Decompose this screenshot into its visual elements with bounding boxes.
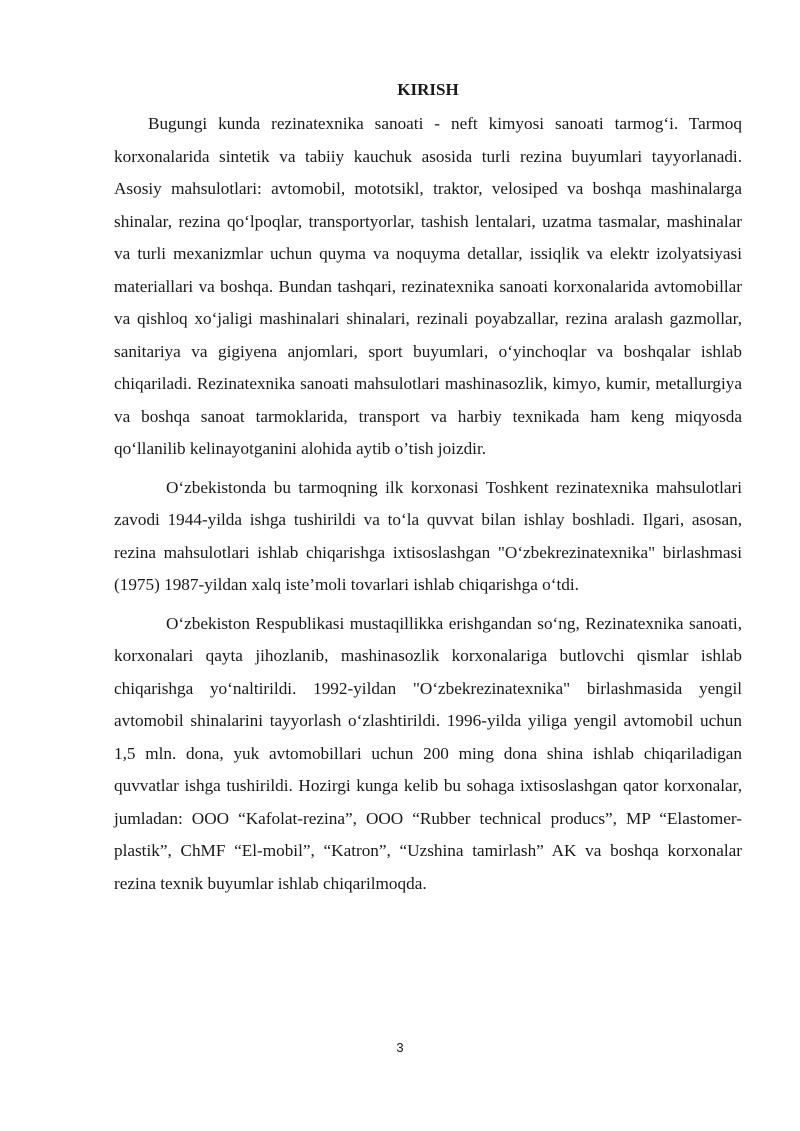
paragraph-independence: O‘zbekiston Respublikasi mustaqillikka erishgandan so‘ng, Rezinatexnika sanoati, korxonalari qayta jihozlanib, mashinasozlik korxonalariga butlovchi qismlar ishlab chiqarishga yo‘naltirildi. 1992-yildan "O‘zbekrezinatexnika" birlashmasida yengil avtomobil shinalarini tayyorlash o‘zlashtirildi. 1996-yilda yiliga yengil avtomobil uchun 1,5 mln. dona, yuk avtomobillari uchun 200 ming dona shina ishlab chiqariladigan quvvatlar ishga tushirildi. Hozirgi kunga kelib bu sohaga ixtisoslashgan qator korxonalar, jumladan: OOO “Kafolat-rezina”, OOO “Rubber technical producs”, MP “Elastomer-plastik”, ChMF “El-mobil”, “Katron”, “Uzshina tamirlash” AK va boshqa korxonalar rezina texnik buyumlar ishlab chiqarilmoqda. [114,613,742,893]
page-number: 3 [396,1040,404,1055]
page-title: KIRISH [397,80,459,99]
page-body [114,74,742,900]
paragraph-history: O‘zbekistonda bu tarmoqning ilk korxonasi Toshkent rezinatexnika mahsulotlari zavodi 1944-yilda ishga tushirildi va to‘la quvvat bilan ishlay boshladi. Ilgari, asosan, rezina mahsulotlari ishlab chiqarishga ixtisoslashgan "O‘zbekrezinatexnika" birlashmasi (1975) 1987-yildan xalq iste’moli tovarlari ishlab chiqarishga o‘tdi. [114,477,742,594]
paragraph-intro: Bugungi kunda rezinatexnika sanoati - neft kimyosi sanoati tarmog‘i. Tarmoq korxonalarida sintetik va tabiiy kauchuk asosida turli rezina buyumlari tayyorlanadi. Asosiy mahsulotlari: avtomobil, mototsikl, traktor, velosiped va boshqa mashinalarga shinalar, rezina qo‘lpoqlar, transportyorlar, tashish lentalari, uzatma tasmalar, mashinalar va turli mexanizmlar uchun quyma va noquyma detallar, issiqlik va elektr izolyatsiyasi materiallari va boshqa. Bundan tashqari, rezinatexnika sanoati korxonalarida avtomobillar va qishloq xo‘jaligi mashinalari shinalari, rezinali poyabzallar, rezina aralash gazmollar, sanitariya va gigiyena anjomlari, sport buyumlari, o‘yinchoqlar va boshqalar ishlab chiqariladi. Rezinatexnika sanoati mahsulotlari mashinasozlik, kimyo, kumir, metallurgiya va boshqa sanoat tarmoklarida, transport va harbiy texnikada ham keng miqyosda qo‘llanilib kelinayotganini alohida aytib o’tish joizdir. [114,114,742,458]
